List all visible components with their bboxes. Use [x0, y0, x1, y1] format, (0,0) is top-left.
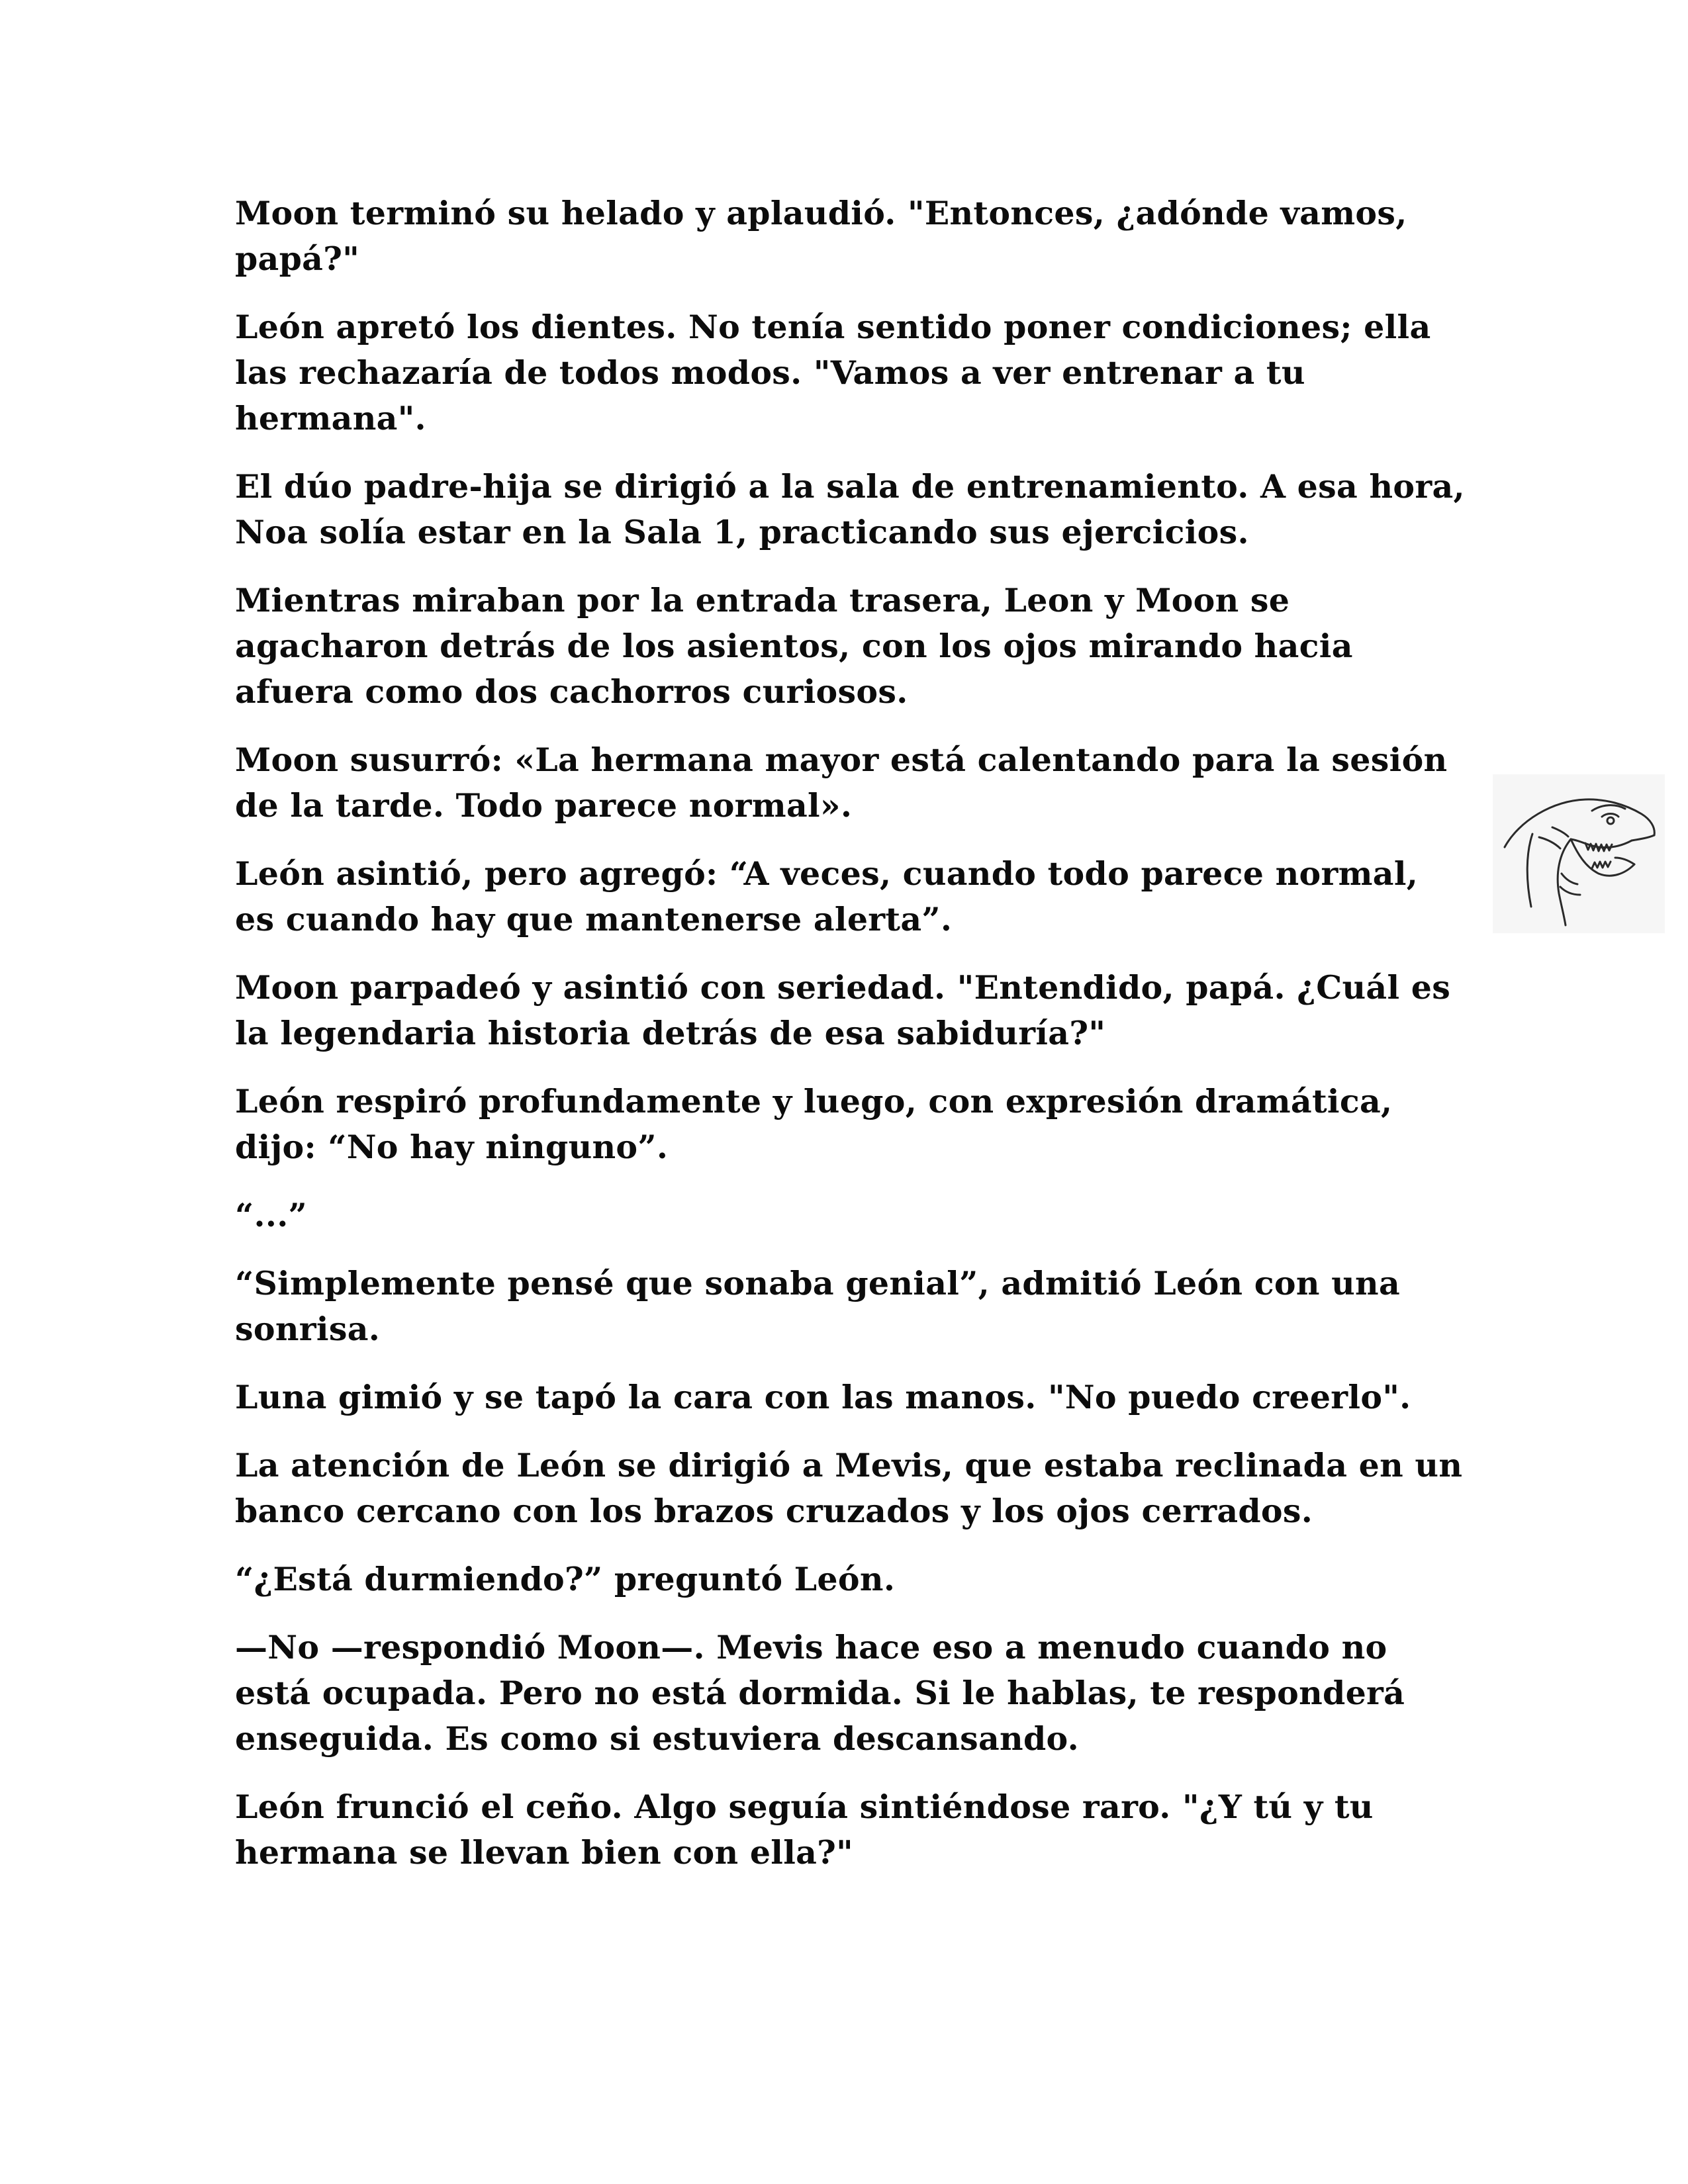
paragraph-6: León asintió, pero agregó: “A veces, cuando todo parece normal, es cuando hay que mantenerse alerta”. — [235, 854, 1419, 938]
paragraph-14: —No —respondió Moon—. Mevis hace eso a menudo cuando no está ocupada. Pero no está dormida. Si le hablas, te responderá enseguida. Es como si estuviera descansando. — [235, 1628, 1405, 1758]
paragraph-8: León respiró profundamente y luego, con expresión dramática, dijo: “No hay ninguno”. — [235, 1082, 1393, 1166]
paragraph-7: Moon parpadeó y asintió con seriedad. "Entendido, papá. ¿Cuál es la legendaria historia detrás de esa sabiduría?" — [235, 968, 1451, 1052]
dinosaur-sketch-icon — [1493, 774, 1665, 933]
paragraph-2: León apretó los dientes. No tenía sentido poner condiciones; ella las rechazaría de todos modos. "Vamos a ver entrenar a tu hermana". — [235, 308, 1431, 437]
paragraph-1: Moon terminó su helado y aplaudió. "Entonces, ¿adónde vamos, papá?" — [235, 194, 1407, 278]
paragraph-5: Moon susurró: «La hermana mayor está calentando para la sesión de la tarde. Todo parece normal». — [235, 741, 1448, 825]
paragraph-10: “Simplemente pensé que sonaba genial”, admitió León con una sonrisa. — [235, 1264, 1401, 1348]
paragraph-12: La atención de León se dirigió a Mevis, que estaba reclinada en un banco cercano con los brazos cruzados y los ojos cerrados. — [235, 1446, 1463, 1530]
paragraph-15: León frunció el ceño. Algo seguía sintiéndose raro. "¿Y tú y tu hermana se llevan bien con ella?" — [235, 1788, 1374, 1872]
paragraph-4: Mientras miraban por la entrada trasera, Leon y Moon se agacharon detrás de los asientos, con los ojos mirando hacia afuera como dos cachorros curiosos. — [235, 581, 1353, 711]
paragraph-9: “...” — [235, 1196, 308, 1234]
paragraph-11: Luna gimió y se tapó la cara con las manos. "No puedo creerlo". — [235, 1378, 1411, 1416]
body-text — [235, 191, 1466, 1898]
paragraph-3: El dúo padre-hija se dirigió a la sala de entrenamiento. A esa hora, Noa solía estar en la Sala 1, practicando sus ejercicios. — [235, 467, 1465, 551]
paragraph-13: “¿Está durmiendo?” preguntó León. — [235, 1560, 896, 1598]
